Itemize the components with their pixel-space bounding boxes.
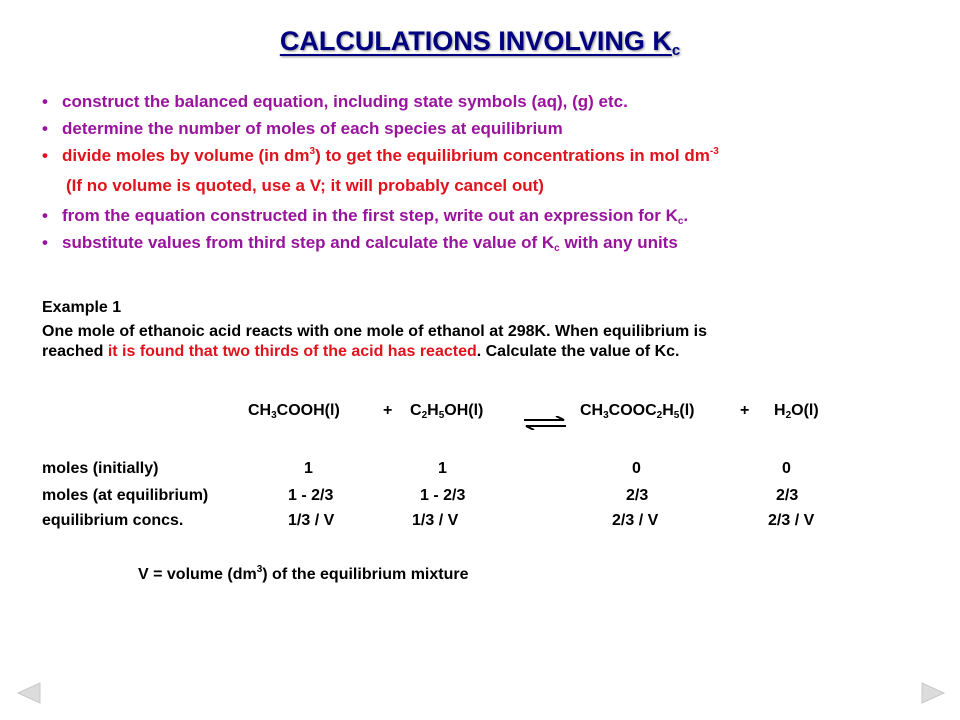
title-text: CALCULATIONS INVOLVING K xyxy=(279,26,672,56)
next-slide-button[interactable] xyxy=(920,682,946,704)
table-cell: 1 - 2/3 xyxy=(420,487,466,504)
reactant-ethanoic-acid: $CH_3COOH(l)$ xyxy=(248,402,340,421)
bullet-dot: • xyxy=(42,92,48,111)
bullet-dot: • xyxy=(42,146,48,165)
bullet-item: • substitute values from third step and calculate the value of $K_c$ with any units xyxy=(42,229,932,256)
row-label-moles-equilibrium: moles (at equilibrium) xyxy=(42,487,209,504)
plus-sign: + xyxy=(740,402,750,419)
previous-slide-button[interactable] xyxy=(16,682,42,704)
table-cell: 2/3 / V xyxy=(768,512,815,529)
table-cell: 0 xyxy=(632,460,641,477)
table-cell: 0 xyxy=(782,460,791,477)
bullet-dot: • xyxy=(42,233,48,252)
bullet-item: • divide moles by volume (in $dm^3$) to get the equilibrium concentrations in mol $dm^{-3}$ xyxy=(42,142,932,169)
row-label-equilibrium-concs: equilibrium concs. xyxy=(42,512,184,529)
bullet-item: • construct the balanced equation, including state symbols (aq), (g) etc. xyxy=(42,88,932,115)
volume-hint: (If no volume is quoted, use a V; it will probably cancel out) xyxy=(66,176,544,195)
title-subscript: c xyxy=(671,42,681,59)
example-block xyxy=(42,298,932,362)
triangle-right-icon xyxy=(920,682,946,704)
table-cell: 1/3 / V xyxy=(412,512,459,529)
bullet-dot: • xyxy=(42,206,48,225)
triangle-left-icon xyxy=(16,682,42,704)
example-heading: Example 1 xyxy=(42,299,122,316)
table-cell: 1 - 2/3 xyxy=(288,487,334,504)
bullet-list xyxy=(42,88,932,256)
product-ester: $CH_3COOC_2H_5(l)$ xyxy=(580,402,695,421)
plus-sign: + xyxy=(383,402,393,419)
row-label-moles-initially: moles (initially) xyxy=(42,460,159,477)
bullet-item: • determine the number of moles of each species at equilibrium xyxy=(42,115,932,142)
example-text-line: One mole of ethanoic acid reacts with one mole of ethanol at 298K. When equilibrium is xyxy=(42,323,708,340)
equilibrium-arrow-icon xyxy=(522,416,568,435)
bullet-item: • from the equation constructed in the first step, write out an expression for $K_c$. xyxy=(42,202,932,229)
reactant-ethanol: $C_2H_5OH(l)$ xyxy=(410,402,484,421)
table-cell: 2/3 / V xyxy=(612,512,659,529)
table-cell: 1/3 / V xyxy=(288,512,335,529)
table-cell: 1 xyxy=(304,460,313,477)
example-highlight: it is found that two thirds of the acid has reacted xyxy=(107,343,477,360)
bullet-dot: • xyxy=(42,119,48,138)
product-water: $H_2O(l)$ xyxy=(774,402,819,421)
table-cell: 2/3 xyxy=(776,487,799,504)
table-cell: 2/3 xyxy=(626,487,649,504)
table-cell: 1 xyxy=(438,460,447,477)
slide-title xyxy=(0,26,960,59)
volume-definition: V = volume $(dm^3)$ of the equilibrium mixture xyxy=(138,564,469,583)
example-text-line: reached it is found that two thirds of the acid has reacted. Calculate the value of Kc. xyxy=(42,343,680,360)
